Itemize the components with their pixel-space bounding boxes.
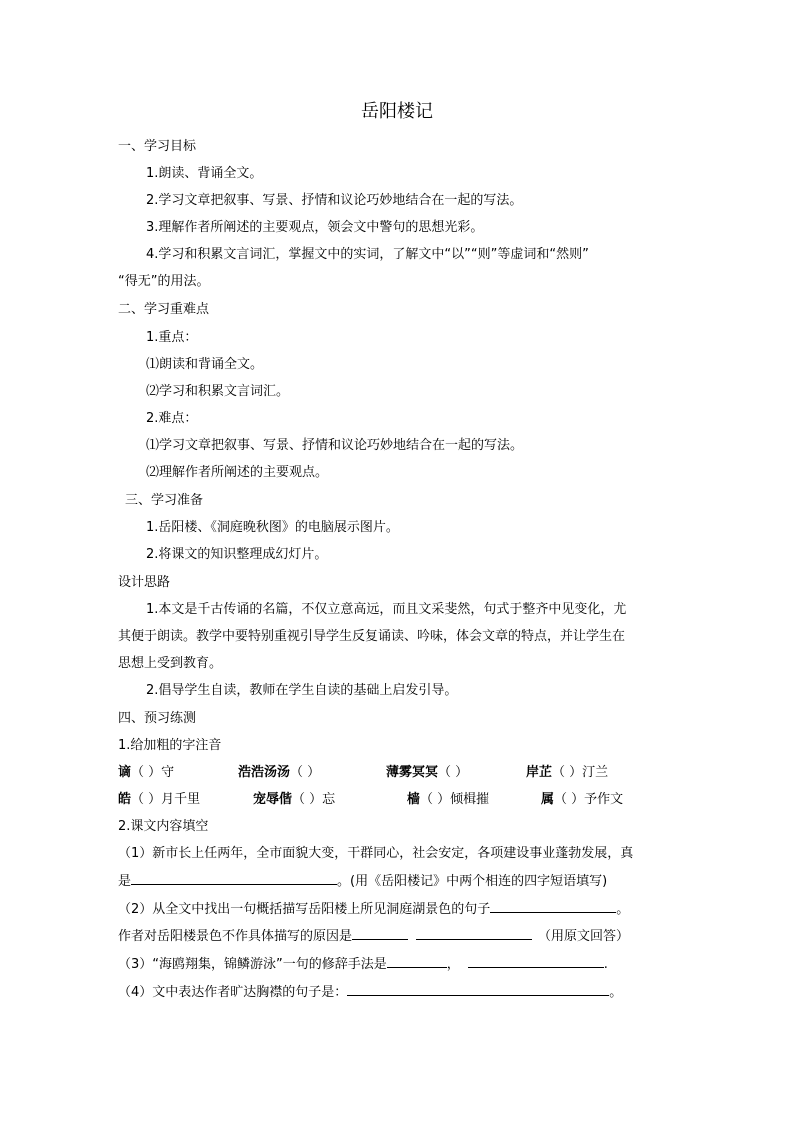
- bold-word: 薄雾冥冥: [386, 765, 439, 780]
- fill-item-3: （3）“海鸥翔集，锦鳞游泳”一句的修辞手法是 ， .: [118, 957, 608, 972]
- question-1-label: 1.给加粗的字注音: [118, 738, 222, 753]
- key-item: ⑴朗读和背诵全文。: [146, 357, 264, 372]
- question-2-label: 2.课文内容填空: [118, 819, 209, 834]
- bold-word: 岸芷: [526, 765, 553, 780]
- fill-item-1-line-2: 是 。(用《岳阳楼记》中两个相连的四字短语填写): [118, 874, 608, 889]
- prep-item: 2.将课文的知识整理成幻灯片。: [146, 547, 328, 562]
- pinyin-question: [253, 791, 335, 809]
- fill-item-1-line-1: （1）新市长上任两年，全市面貌大变，干群同心，社会安定，各项建设事业蓬勃发展，真: [118, 846, 634, 861]
- pinyin-question: [526, 764, 608, 782]
- prep-item: 1.岳阳楼、《洞庭晚秋图》的电脑展示图片。: [146, 520, 399, 535]
- pinyin-blank[interactable]: （ ）: [438, 765, 469, 780]
- bold-word: 樯: [407, 792, 421, 807]
- difficulty-label: 2.难点：: [146, 411, 198, 426]
- fill-item-4: （4）文中表达作者旷达胸襟的句子是： 。: [118, 985, 623, 1000]
- page-title: 岳阳楼记: [361, 101, 433, 122]
- pinyin-blank[interactable]: （ ）: [290, 765, 321, 780]
- section-heading-exercises: 四、预习练测: [118, 711, 197, 726]
- answer-blank[interactable]: [416, 927, 532, 940]
- pinyin-question: [386, 764, 468, 782]
- design-paragraph-line: 1.本文是千古传诵的名篇，不仅立意高远，而且文采斐然，句式于整齐中见变化，尤: [146, 602, 627, 617]
- pinyin-blank[interactable]: （ ）汀兰: [552, 765, 609, 780]
- pinyin-question: [118, 764, 174, 782]
- section-heading-key-points: 二、学习重难点: [118, 302, 210, 317]
- key-label: 1.重点：: [146, 330, 198, 345]
- section-heading-preparation: 三、学习准备: [125, 493, 204, 508]
- answer-blank[interactable]: [347, 983, 609, 996]
- pinyin-question: [238, 764, 320, 782]
- goal-item: 1.朗读、背诵全文。: [146, 166, 263, 181]
- bold-word: 皓: [118, 792, 132, 807]
- design-paragraph: 2.倡导学生自读，教师在学生自读的基础上启发引导。: [146, 683, 458, 698]
- difficulty-item: ⑴学习文章把叙事、写景、抒情和议论巧妙地结合在一起的写法。: [146, 438, 524, 453]
- fill-item-2-line-2: 作者对岳阳楼景色不作具体描写的原因是 （用原文回答）: [118, 929, 630, 944]
- goal-item: 4.学习和积累文言词汇，掌握文中的实词，了解文中“以”“则”等虚词和“然则”: [146, 247, 589, 262]
- bold-word: 浩浩汤汤: [238, 765, 291, 780]
- bold-word: 宠辱偕: [253, 792, 293, 807]
- pinyin-blank[interactable]: （ ）予作文: [554, 792, 624, 807]
- answer-blank[interactable]: [468, 955, 604, 968]
- goal-item-continued: “得无”的用法。: [118, 274, 210, 289]
- fill-item-2-line-1: （2）从全文中找出一句概括描写岳阳楼上所见洞庭湖景色的句子 。: [118, 902, 630, 917]
- answer-blank[interactable]: [387, 955, 447, 968]
- section-heading-goals: 一、学习目标: [118, 139, 197, 154]
- section-heading-design: 设计思路: [118, 575, 171, 590]
- design-paragraph-line: 思想上受到教育。: [118, 656, 223, 671]
- pinyin-question: [118, 791, 200, 809]
- pinyin-question: [407, 791, 489, 809]
- goal-item: 2.学习文章把叙事、写景、抒情和议论巧妙地结合在一起的写法。: [146, 193, 523, 208]
- answer-blank[interactable]: [131, 872, 337, 885]
- pinyin-blank[interactable]: （ ）忘: [292, 792, 336, 807]
- pinyin-question: [541, 791, 623, 809]
- answer-blank[interactable]: [352, 927, 408, 940]
- design-paragraph-line: 其便于朗读。教学中要特别重视引导学生反复诵读、吟味，体会文章的特点，并让学生在: [118, 629, 626, 644]
- pinyin-blank[interactable]: （ ）月千里: [131, 792, 201, 807]
- goal-item: 3.理解作者所阐述的主要观点，领会文中警句的思想光彩。: [146, 220, 484, 235]
- pinyin-blank[interactable]: （ ）倾楫摧: [420, 792, 490, 807]
- pinyin-blank[interactable]: （ ）守: [131, 765, 175, 780]
- bold-word: 属: [541, 792, 555, 807]
- difficulty-item: ⑵理解作者所阐述的主要观点。: [146, 465, 329, 480]
- answer-blank[interactable]: [490, 900, 616, 913]
- bold-word: 谪: [118, 765, 132, 780]
- key-item: ⑵学习和积累文言词汇。: [146, 384, 290, 399]
